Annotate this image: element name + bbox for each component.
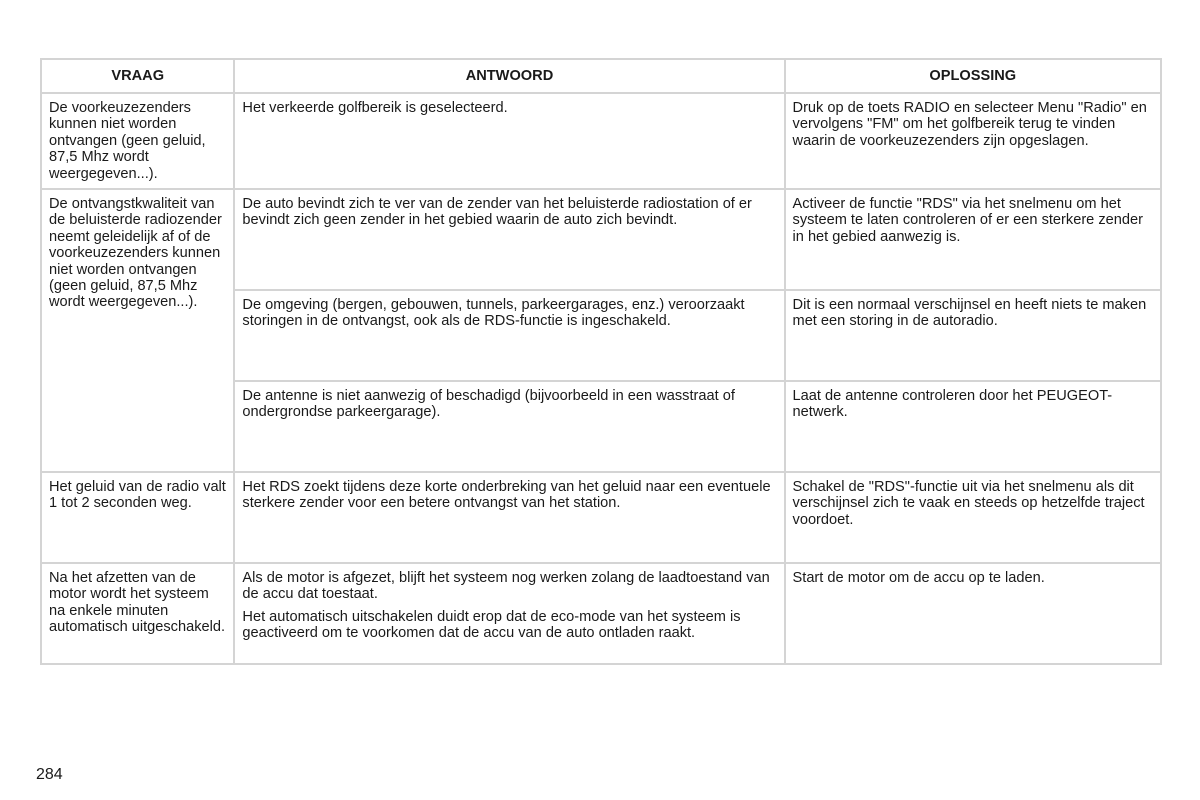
answer-cell xyxy=(234,472,784,563)
solution-cell: Laat de antenne controleren door het PEUGEOT-netwerk. xyxy=(785,381,1161,472)
question-cell: De ontvangstkwaliteit van de beluisterde radiozender neemt geleidelijk af of de voorkeuzezenders kunnen niet worden ontvangen (geen geluid, 87,5 Mhz wordt weergegeven...). xyxy=(41,189,234,472)
answer-cell xyxy=(234,563,784,664)
answer-text: Het automatisch uitschakelen duidt erop dat de eco-mode van het systeem is geactiveerd om te voorkomen dat de accu van de auto ontladen raakt. xyxy=(242,608,741,642)
table-row xyxy=(41,472,1161,563)
question-cell: De voorkeuzezenders kunnen niet worden ontvangen (geen geluid, 87,5 Mhz wordt weergegeven...). xyxy=(41,93,234,189)
answer-cell xyxy=(234,290,784,381)
solution-cell: Druk op de toets RADIO en selecteer Menu "Radio" en vervolgens "FM" om het golfbereik terug te vinden waarin de voorkeuzezenders zijn opgeslagen. xyxy=(785,93,1161,189)
page-number: 284 xyxy=(36,766,63,783)
answer-cell xyxy=(234,189,784,290)
header-answer: ANTWOORD xyxy=(234,59,784,93)
question-cell: Het geluid van de radio valt 1 tot 2 seconden weg. xyxy=(41,472,234,563)
header-question: VRAAG xyxy=(41,59,234,93)
answer-text: De antenne is niet aanwezig of beschadigd (bijvoorbeeld in een wasstraat of ondergrondse parkeergarage). xyxy=(242,388,735,421)
answer-text: Als de motor is afgezet, blijft het systeem nog werken zolang de laadtoestand van de accu dat toestaat. xyxy=(242,570,770,603)
table-header-row xyxy=(41,59,1161,93)
table-row xyxy=(41,189,1161,290)
table-row xyxy=(41,93,1161,189)
answer-text: Het RDS zoekt tijdens deze korte onderbreking van het geluid naar een eventuele sterkere zender voor een betere ontvangst van het station. xyxy=(242,479,771,512)
answer-text: De omgeving (bergen, gebouwen, tunnels, parkeergarages, enz.) veroorzaakt storingen in de ontvangst, ook als de RDS-functie is ingeschakeld. xyxy=(242,297,745,330)
answer-cell xyxy=(234,381,784,472)
answer-text: Het verkeerde golfbereik is geselecteerd. xyxy=(242,100,508,116)
question-cell: Na het afzetten van de motor wordt het systeem na enkele minuten automatisch uitgeschakeld. xyxy=(41,563,234,664)
answer-cell xyxy=(234,93,784,189)
troubleshooting-table xyxy=(40,58,1162,665)
header-solution: OPLOSSING xyxy=(785,59,1161,93)
solution-cell: Schakel de "RDS"-functie uit via het snelmenu als dit verschijnsel zich te vaak en steeds op hetzelfde traject voordoet. xyxy=(785,472,1161,563)
answer-text: De auto bevindt zich te ver van de zender van het beluisterde radiostation of er bevindt zich geen zender in het gebied waarin de auto zich bevindt. xyxy=(242,196,752,229)
solution-cell: Start de motor om de accu op te laden. xyxy=(785,563,1161,664)
table-row xyxy=(41,563,1161,664)
solution-cell: Activeer de functie "RDS" via het snelmenu om het systeem te laten controleren of er een sterkere zender in het gebied aanwezig is. xyxy=(785,189,1161,290)
solution-cell: Dit is een normaal verschijnsel en heeft niets te maken met een storing in de autoradio. xyxy=(785,290,1161,381)
